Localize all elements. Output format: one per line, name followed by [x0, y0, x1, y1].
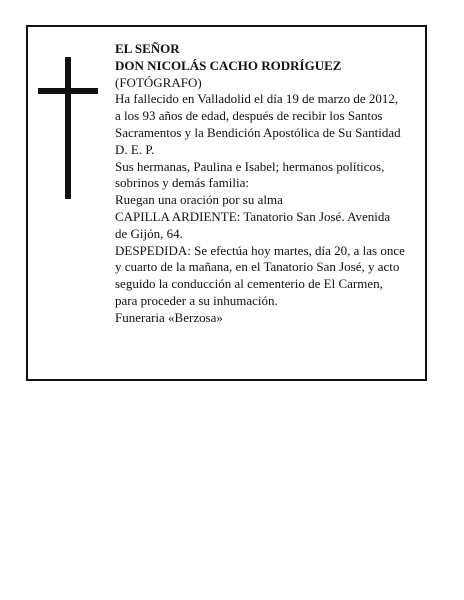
notice-line: D. E. P. — [115, 141, 155, 157]
notice-line: Ruegan una oración por su alma — [115, 192, 283, 208]
notice-line: Sus hermanas, Paulina e Isabel; hermanos políticos, — [115, 158, 385, 174]
notice-line: y cuarto de la mañana, en el Tanatorio San José, y acto — [115, 259, 400, 275]
notice-line: CAPILLA ARDIENTE: Tanatorio San José. Avenida — [115, 208, 391, 224]
notice-line: sobrinos y demás familia: — [115, 175, 249, 191]
notice-line: DESPEDIDA: Se efectúa hoy martes, día 20, a las once — [115, 242, 405, 258]
notice-line: Ha fallecido en Valladolid el día 19 de marzo de 2012, — [115, 91, 399, 107]
latin-cross-icon — [38, 57, 98, 199]
cross-vertical-bar — [65, 57, 71, 199]
notice-heading: EL SEÑOR — [115, 41, 180, 56]
notice-text — [115, 41, 420, 327]
deceased-name: DON NICOLÁS CACHO RODRÍGUEZ — [115, 57, 342, 73]
funeral-home: Funeraria «Berzosa» — [115, 309, 223, 325]
deceased-profession: (FOTÓGRAFO) — [115, 74, 202, 90]
obituary-notice — [26, 25, 427, 381]
notice-line: de Gijón, 64. — [115, 225, 183, 241]
notice-line: para proceder a su inhumación. — [115, 292, 278, 308]
notice-line: a los 93 años de edad, después de recibir los Santos — [115, 108, 383, 124]
notice-line: seguido la conducción al cementerio de El Carmen, — [115, 276, 383, 292]
cross-horizontal-bar — [38, 88, 98, 94]
notice-line: Sacramentos y la Bendición Apostólica de Su Santidad — [115, 124, 401, 140]
